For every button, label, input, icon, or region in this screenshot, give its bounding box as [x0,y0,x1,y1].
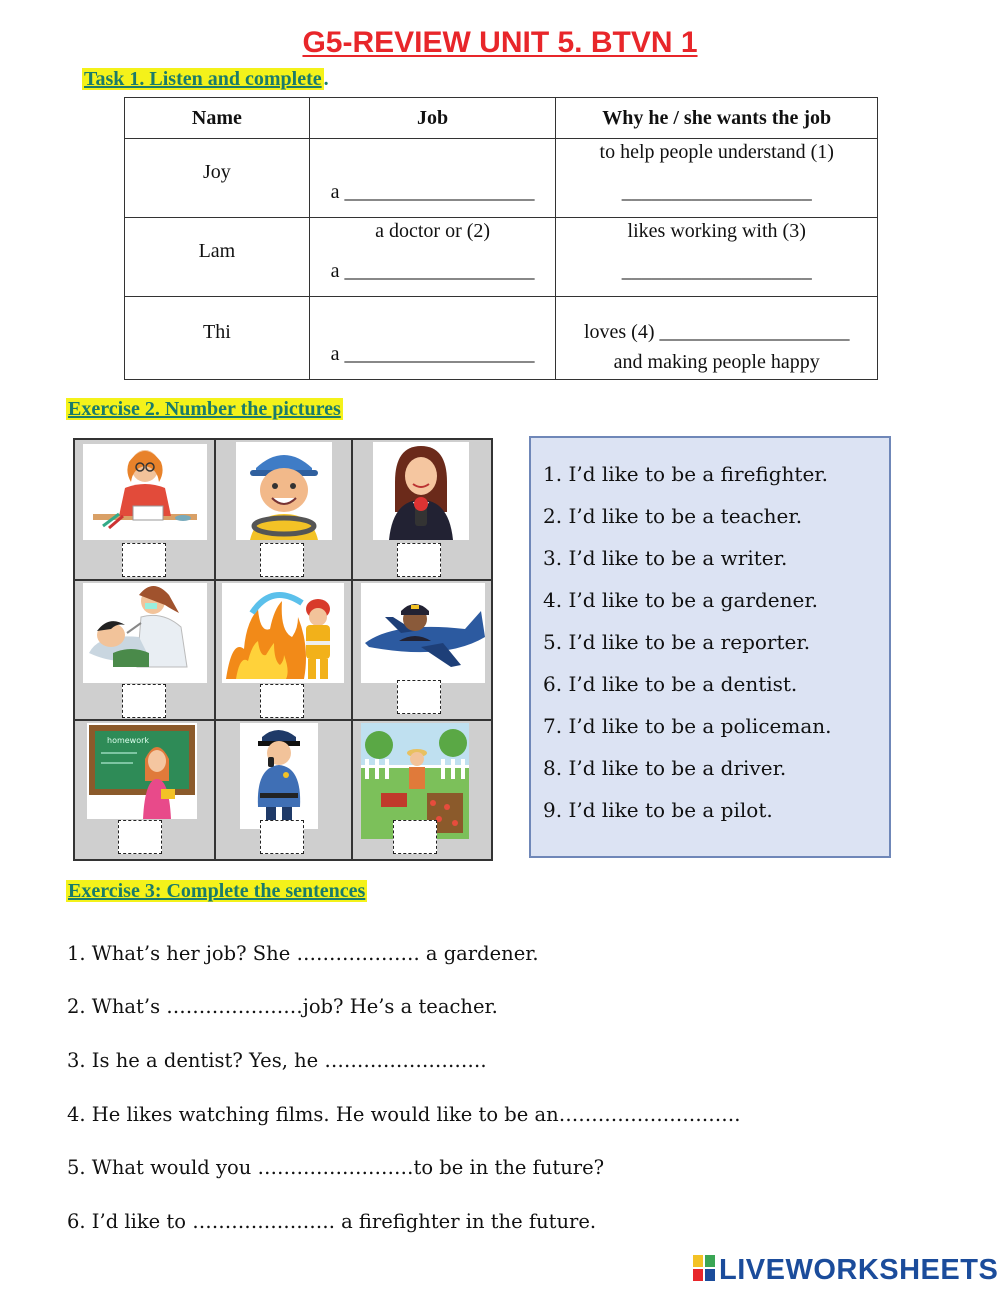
task1-heading: Task 1. Listen and complete . [84,68,329,90]
why-blank[interactable]: loves (4) ___________________ [583,321,850,343]
list-item: 2. I’d like to be a teacher. [543,504,803,528]
sentence-4[interactable]: 4. He likes watching films. He would like to be an………………………. [67,1103,741,1126]
answer-box[interactable] [260,820,304,854]
col-header-why: Why he / she wants the job [556,98,878,139]
writer-picture [83,444,207,540]
row-name: Lam [198,240,236,262]
table-row: Joy a ___________________ to help people understand (1) ___________________ [125,139,878,218]
why-blank[interactable]: ___________________ [621,260,812,282]
picture-cell-reporter [352,439,492,580]
job-blank[interactable]: a ___________________ [330,260,535,282]
answer-box[interactable] [122,684,166,718]
exercise3-heading: Exercise 3: Complete the sentences [68,880,366,902]
list-item: 8. I’d like to be a driver. [543,756,787,780]
sentence-list-box [529,436,891,858]
row-name: Joy [202,161,231,183]
list-item: 4. I’d like to be a gardener. [543,588,819,612]
sentence-3[interactable]: 3. Is he a dentist? Yes, he ……………………. [67,1049,487,1072]
answer-box[interactable] [393,820,437,854]
answer-box[interactable] [118,820,162,854]
picture-grid [73,438,493,861]
list-item: 6. I’d like to be a dentist. [543,672,798,696]
answer-box[interactable] [260,543,304,577]
col-header-name: Name [125,98,310,139]
list-item: 1. I’d like to be a firefighter. [543,462,829,486]
why-blank[interactable]: ___________________ [621,181,812,203]
picture-cell-policeman [215,720,352,860]
page-title: G5-REVIEW UNIT 5. BTVN 1 [302,26,698,59]
picture-cell-dentist [74,580,215,720]
picture-cell-gardener [352,720,492,860]
row-name: Thi [203,321,231,343]
dentist-picture [83,583,207,683]
policeman-picture [240,723,318,829]
reporter-picture [373,442,469,540]
logo-icon [693,1255,715,1281]
list-item: 9. I’d like to be a pilot. [543,798,773,822]
liveworksheets-logo: LIVEWORKSHEETS [693,1254,998,1287]
picture-cell-writer [74,439,215,580]
sentence-6[interactable]: 6. I’d like to …………………. a firefighter in the future. [67,1210,597,1233]
picture-cell-pilot [352,580,492,720]
picture-cell-teacher [74,720,215,860]
list-item: 5. I’d like to be a reporter. [543,630,811,654]
table-row: Lam a doctor or (2) a ___________________ likes working with (3) ___________________ [125,218,878,297]
table-row: Thi a ___________________ loves (4) ___________________ and making people happy [125,297,878,380]
svg-text:homework: homework [107,736,150,745]
pilot-picture [361,583,485,683]
answer-box[interactable] [397,543,441,577]
picture-cell-driver [215,439,352,580]
col-header-job: Job [309,98,556,139]
exercise2-heading: Exercise 2. Number the pictures [68,398,341,420]
answer-box[interactable] [122,543,166,577]
job-blank[interactable]: a ___________________ [330,181,535,203]
sentence-1[interactable]: 1. What’s her job? She ………………. a gardener. [67,942,539,965]
teacher-picture [87,723,197,819]
list-item: 7. I’d like to be a policeman. [543,714,832,738]
job-blank[interactable]: a ___________________ [330,343,535,365]
firefighter-picture [222,583,344,683]
picture-cell-firefighter [215,580,352,720]
answer-box[interactable] [397,680,441,714]
task1-table [124,97,878,380]
sentence-2[interactable]: 2. What’s …………………job? He’s a teacher. [67,995,498,1018]
sentence-5[interactable]: 5. What would you ……………………to be in the future? [67,1156,605,1179]
answer-box[interactable] [260,684,304,718]
driver-picture [236,442,332,540]
list-item: 3. I’d like to be a writer. [543,546,788,570]
sentence-list [531,438,889,834]
